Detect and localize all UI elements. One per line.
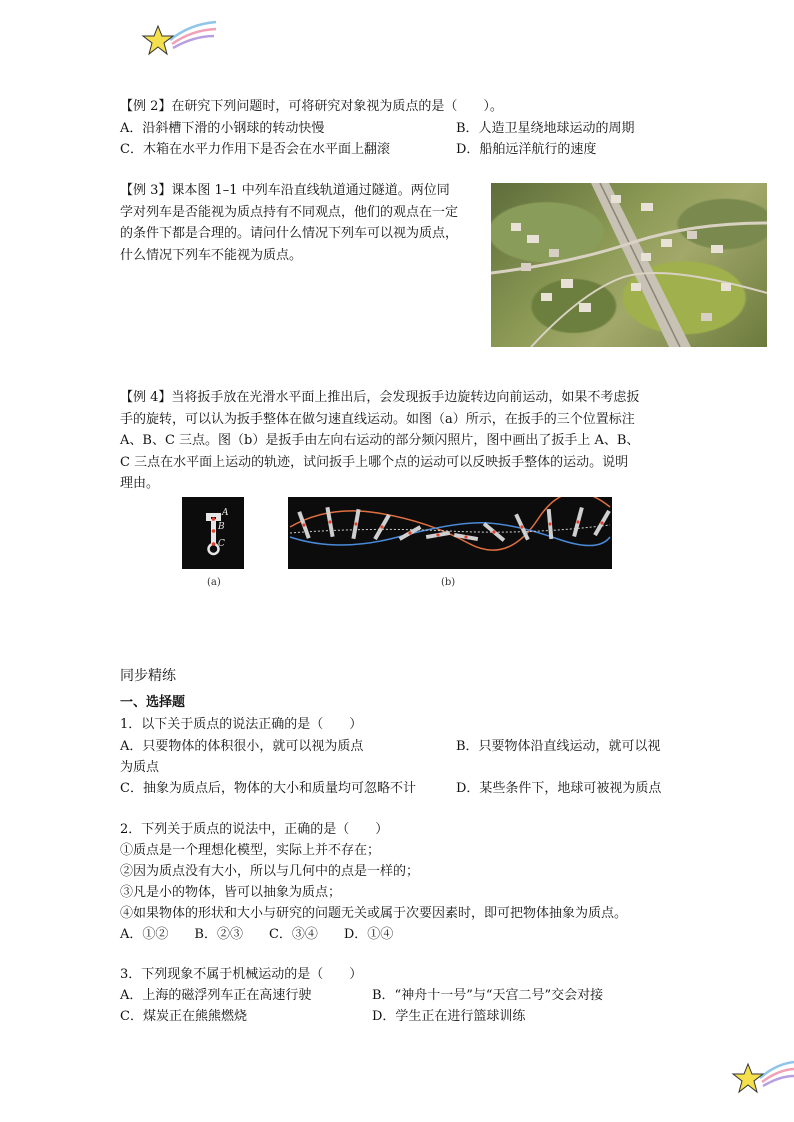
example2-option-c: C．木箱在水平力作用下是否会在水平面上翻滚	[120, 142, 390, 157]
q2-statement-1: ①质点是一个理想化模型，实际上并不存在；	[120, 843, 381, 858]
example2-option-a: A．沿斜槽下滑的小钢球的转动快慢	[120, 121, 325, 136]
wrench-figure-a	[182, 497, 244, 569]
q3-option-a: A．上海的磁浮列车正在高速行驶	[120, 988, 312, 1003]
section-subtitle: 一、选择题	[120, 695, 186, 710]
example3-line: 学对列车是否能视为质点持有不同观点，他们的观点在一定	[120, 204, 459, 220]
point-a-label: A	[222, 508, 229, 518]
star-decoration-top	[140, 16, 220, 60]
example4-line: A、B、C 三点。图（b）是扳手由左向右运动的部分频闪照片，图中画出了扳手上 A、B、	[120, 433, 640, 448]
example4-line: 理由。	[120, 476, 160, 491]
star-decoration-bottom	[730, 1054, 794, 1098]
q1-stem: 1．以下关于质点的说法正确的是（ ）	[120, 717, 363, 732]
example3-text	[120, 180, 490, 266]
q1-option-a: A．只要物体的体积很小，就可以视为质点	[120, 739, 364, 754]
example3-line: 【例 3】课本图 1–1 中列车沿直线轨道通过隧道。两位同	[120, 183, 450, 198]
q3-stem: 3．下列现象不属于机械运动的是（ ）	[120, 967, 363, 982]
q1-option-d: D．某些条件下，地球可被视为质点	[456, 781, 662, 796]
example3-line: 的条件下都是合理的。请问什么情况下列车可以视为质点，	[120, 226, 459, 241]
q1-option-c: C．抽象为质点后，物体的大小和质量均可忽略不计	[120, 781, 416, 796]
point-b-label: B	[218, 522, 225, 532]
example4-line: C 三点在水平面上运动的轨迹，试问扳手上哪个点的运动可以反映扳手整体的运动。说明	[120, 454, 629, 470]
train-aerial-photo	[491, 183, 767, 347]
q3-option-d: D．学生正在进行篮球训练	[372, 1009, 526, 1024]
q1-option-b: B．只要物体沿直线运动，就可以视	[456, 739, 661, 754]
q2-statement-2: ②因为质点没有大小，所以与几何中的点是一样的；	[120, 864, 420, 879]
example2-option-d: D．船舶远洋航行的速度	[456, 142, 597, 157]
q1-option-b-continued: 为质点	[120, 760, 160, 775]
q3-option-b: B．“神舟十一号”与“天宫二号”交会对接	[372, 988, 604, 1003]
q2-stem: 2．下列关于质点的说法中，正确的是（ ）	[120, 822, 389, 837]
q2-statement-3: ③凡是小的物体，皆可以抽象为质点；	[120, 885, 342, 900]
example4-text	[120, 387, 680, 495]
wrench-strobe-photo-b	[288, 497, 612, 569]
q2-options: A．①② B．②③ C．③④ D．①④	[120, 927, 394, 942]
example2-option-b: B．人造卫星绕地球运动的周期	[456, 121, 635, 136]
example2-stem: 【例 2】在研究下列问题时，可将研究对象视为质点的是（ ）。	[120, 99, 503, 114]
example3-line: 什么情况下列车不能视为质点。	[120, 247, 303, 263]
point-c-label: C	[218, 539, 225, 549]
caption-b: (b)	[441, 577, 456, 588]
example4-line: 【例 4】当将扳手放在光滑水平面上推出后，会发现扳手边旋转边向前运动，如果不考虑扳	[120, 390, 640, 405]
caption-a: (a)	[207, 577, 221, 588]
section-title: 同步精练	[120, 668, 176, 684]
example4-line: 手的旋转，可以认为扳手整体在做匀速直线运动。如图（a）所示，在扳手的三个位置标注	[120, 411, 635, 427]
q3-option-c: C．煤炭正在熊熊燃烧	[120, 1009, 247, 1024]
q2-statement-4: ④如果物体的形状和大小与研究的问题无关或属于次要因素时，即可把物体抽象为质点。	[120, 906, 628, 921]
